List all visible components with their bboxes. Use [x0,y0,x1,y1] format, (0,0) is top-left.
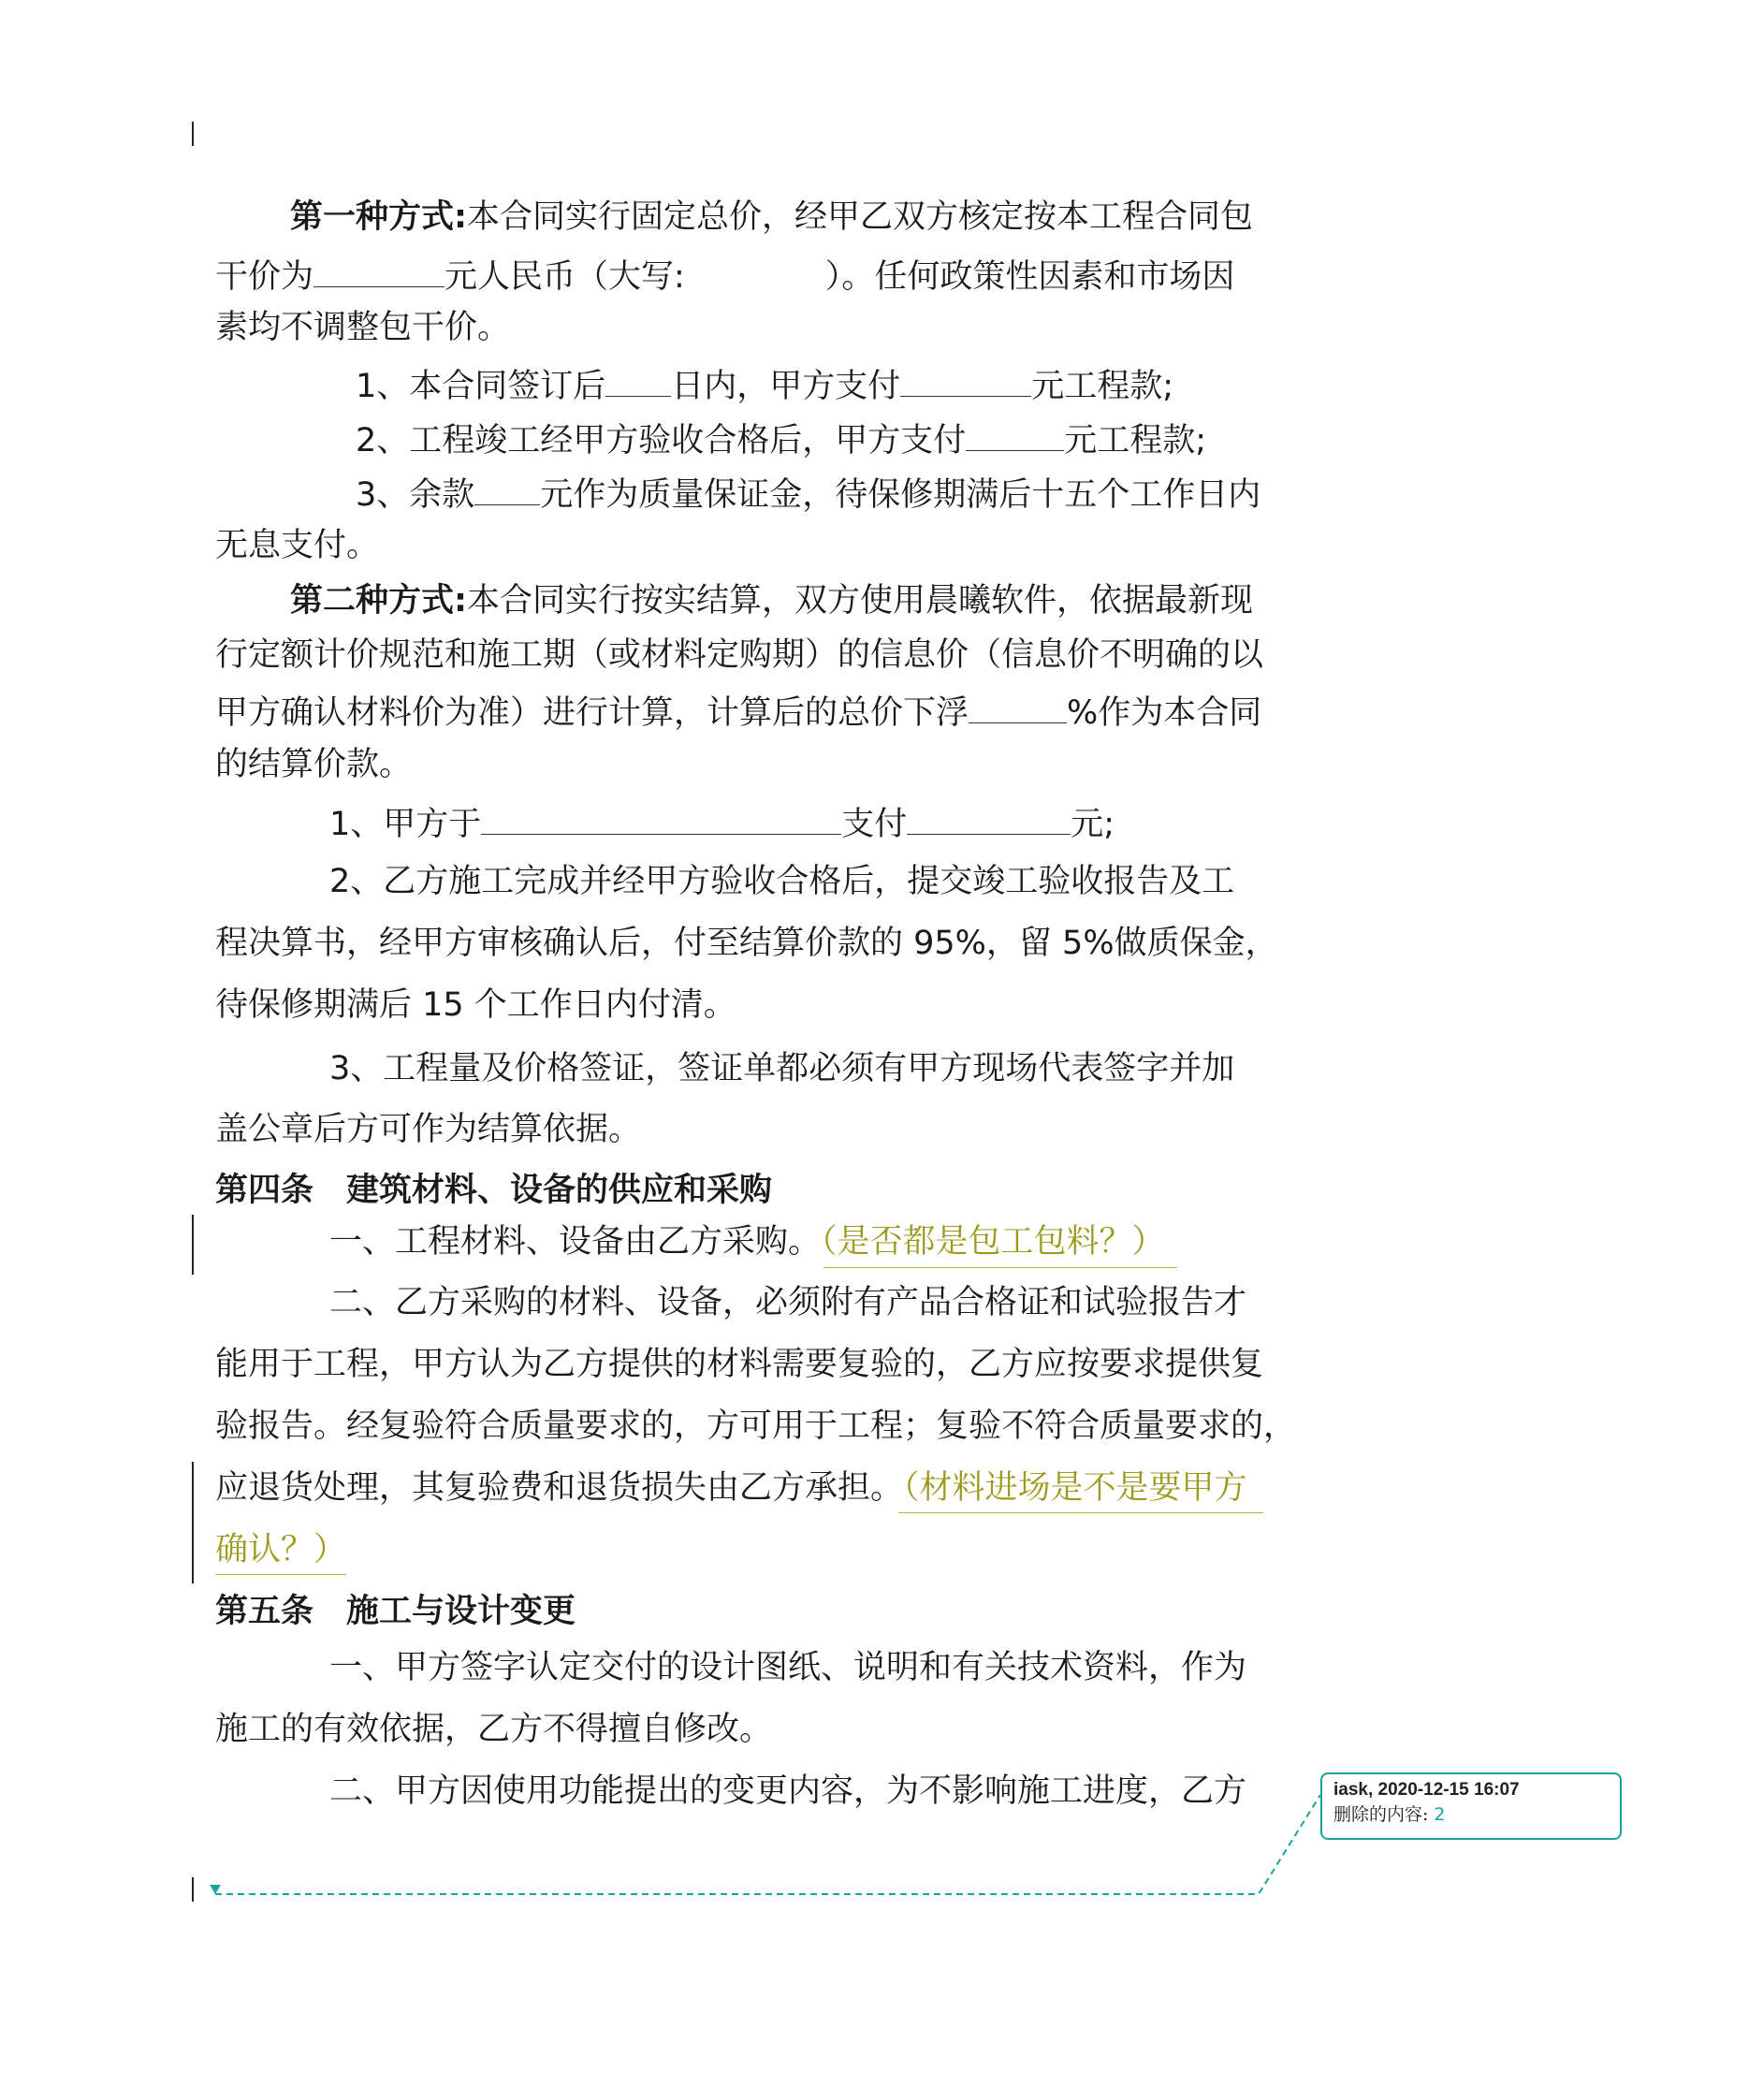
comment-author-time: iask, 2020-12-15 16:07 [1333,1780,1520,1800]
art4-item-1: 一、工程材料、设备由乙方采购。（是否都是包工包料？） [329,1223,1165,1261]
change-bar-2 [192,1462,194,1583]
para2-line4: 的结算价款。 [215,746,413,783]
method1-label: 第一种方式: [290,198,467,236]
pay-item-1: 1、本合同签订后 日内，甲方支付 元工程款; [356,362,1173,407]
change-bar-1 [192,1215,194,1275]
para2-line2: 行定额计价规范和施工期（或材料定购期）的信息价（信息价不明确的以 [215,636,1264,674]
pay-item-3-cont: 无息支付。 [215,527,380,564]
art5-item-1-l2: 施工的有效依据，乙方不得擅自修改。 [215,1711,773,1748]
comment-label: 删除的内容: [1333,1804,1429,1825]
settle-item-2-l2: 程决算书，经甲方审核确认后，付至结算价款的 95%，留 5%做质保金， [215,925,1278,962]
art4-item-2-l5[interactable]: 确认？） [215,1531,347,1568]
method2-label: 第二种方式: [290,582,467,620]
settle-item-3-l1: 3、工程量及价格签证，签证单都必须有甲方现场代表签字并加 [329,1050,1235,1087]
art4-item-2-l3: 验报告。经复验符合质量要求的，方可用于工程；复验不符合质量要求的， [215,1407,1297,1445]
para1-line1: 第一种方式:本合同实行固定总价，经甲乙双方核定按本工程合同包 [290,198,1254,236]
price-blank[interactable] [313,253,444,287]
amount-blank-1[interactable] [900,362,1031,397]
art4-item-2-l1: 二、乙方采购的材料、设备，必须附有产品合格证和试验报告才 [329,1284,1247,1321]
date-blank[interactable] [481,800,841,835]
art5-item-1-l1: 一、甲方签字认定交付的设计图纸、说明和有关技术资料，作为 [329,1649,1247,1686]
days-blank[interactable] [605,362,671,397]
inserted-comment-2[interactable]: （材料进场是不是要甲方 [903,1469,1247,1507]
article-4-title: 第四条 建筑材料、设备的供应和采购 [215,1172,773,1209]
insert-underline-1 [823,1267,1177,1268]
discount-blank[interactable] [969,689,1067,723]
art5-item-2-l1: 二、甲方因使用功能提出的变更内容，为不影响施工进度，乙方 [329,1772,1247,1810]
amount-blank-2[interactable] [966,416,1064,451]
bottom-cursor-mark [192,1877,194,1902]
para1-line3: 素均不调整包干价。 [215,309,511,346]
settle-item-1: 1、甲方于 支付 元; [329,800,1115,845]
para2-line1: 第二种方式:本合同实行按实结算，双方使用晨曦软件，依据最新现 [290,582,1254,620]
pay-item-3: 3、余款 元作为质量保证金，待保修期满后十五个工作日内 [356,471,1260,516]
insert-underline-2 [898,1512,1263,1513]
comment-deleted-value: 2 [1434,1804,1446,1825]
revision-comment-balloon[interactable] [1320,1772,1622,1840]
top-cursor-mark [192,122,194,146]
art4-item-2-l4: 应退货处理，其复验费和退货损失由乙方承担。（材料进场是不是要甲方 [215,1469,1247,1507]
pay-item-2: 2、工程竣工经甲方验收合格后，甲方支付 元工程款; [356,416,1206,461]
retention-blank[interactable] [474,471,540,505]
para2-line3: 甲方确认材料价为准）进行计算，计算后的总价下浮 %作为本合同 [215,689,1261,734]
connector-anchor-icon [210,1885,221,1894]
settle-item-3-l2: 盖公章后方可作为结算依据。 [215,1111,642,1148]
para1-line2: 干价为 元人民币（大写: ）。任何政策性因素和市场因 [215,253,1234,298]
insert-underline-3 [215,1574,346,1575]
inserted-comment-1[interactable]: （是否都是包工包料？） [821,1223,1165,1261]
settle-item-2-l3: 待保修期满后 15 个工作日内付清。 [215,986,736,1024]
article-5-title: 第五条 施工与设计变更 [215,1593,576,1630]
settle-item-2-l1: 2、乙方施工完成并经甲方验收合格后，提交竣工验收报告及工 [329,863,1235,900]
art4-item-2-l2: 能用于工程，甲方认为乙方提供的材料需要复验的，乙方应按要求提供复 [215,1346,1264,1383]
settle-amount-blank[interactable] [907,800,1071,835]
